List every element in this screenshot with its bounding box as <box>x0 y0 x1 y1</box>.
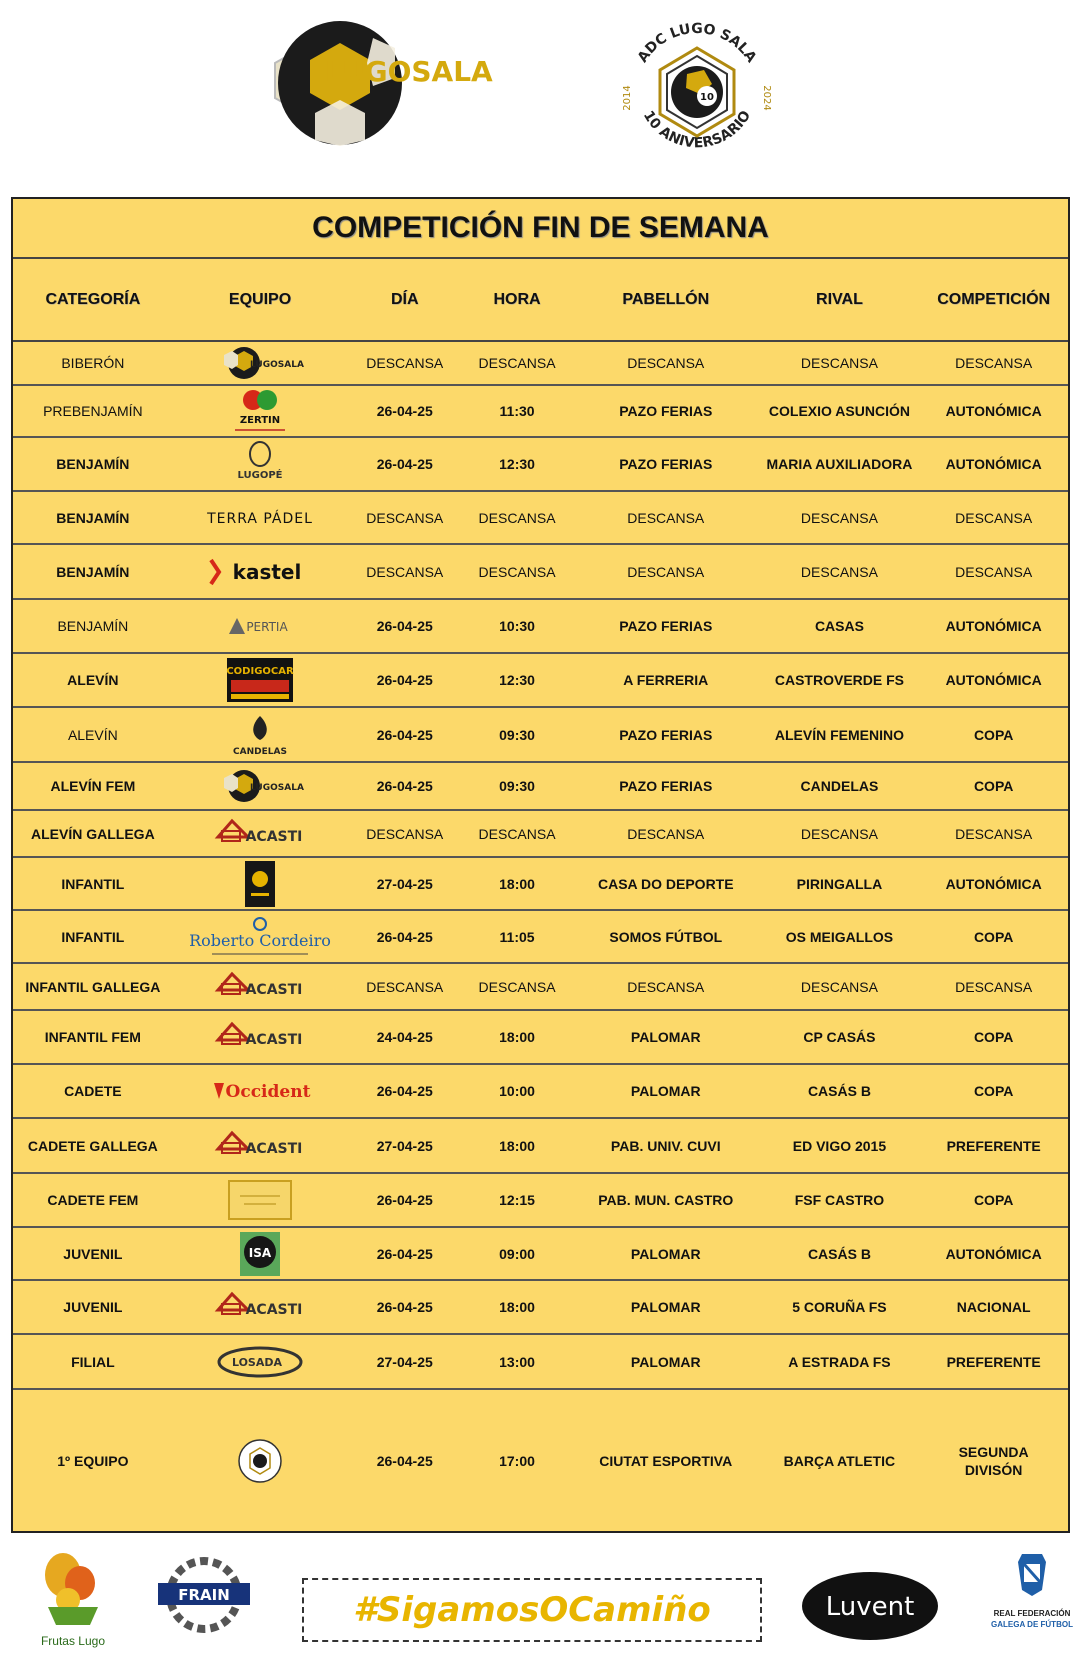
team-logo-text: ACASTI <box>245 1140 303 1157</box>
team-logo-text: LUGOSALA <box>250 360 304 370</box>
table-row <box>13 1065 1068 1119</box>
competition-cell: COPA <box>973 928 1014 945</box>
hashtag-text: #SigamosOCamiño <box>353 1590 711 1630</box>
team-logo-cell <box>173 492 348 543</box>
table-row <box>13 1335 1068 1390</box>
rival-cell: DESCANSA <box>800 825 878 842</box>
rfgf-text-line2: GALEGA DE FÚTBOL <box>991 1620 1073 1629</box>
terra-padel-logo <box>185 503 335 533</box>
rival-cell: BARÇA ATLETIC <box>783 1452 896 1469</box>
table-row <box>13 654 1068 708</box>
rival-cell: ED VIGO 2015 <box>792 1137 887 1154</box>
time-cell: 10:00 <box>499 1083 535 1099</box>
time-cell: 09:30 <box>499 778 535 794</box>
venue-cell: PAZO FERIAS <box>619 778 713 794</box>
team-logo-cell <box>173 342 348 384</box>
team-logo-cell <box>173 654 348 706</box>
day-cell: DESCANSA <box>366 978 444 995</box>
lugosala-logo <box>220 343 304 383</box>
table-row <box>13 1228 1068 1281</box>
day-cell: 26-04-25 <box>376 403 433 419</box>
time-cell: 09:00 <box>499 1245 535 1262</box>
team-logo-cell <box>173 911 348 962</box>
category-cell: JUVENIL <box>63 1299 123 1315</box>
competition-cell: DESCANSA <box>955 355 1033 371</box>
team-logo-cell <box>173 1335 348 1388</box>
day-cell: 26-04-25 <box>376 778 433 794</box>
competition-cell: SEGUNDA DIVISÓN <box>958 1443 1029 1478</box>
category-cell: INFANTIL <box>61 928 125 945</box>
team-logo-cell <box>173 545 348 598</box>
table-row <box>13 858 1068 911</box>
venue-cell: DESCANSA <box>627 509 705 526</box>
competition-cell: DESCANSA <box>955 509 1033 526</box>
frain-logo <box>156 1555 252 1635</box>
table-row <box>13 964 1068 1011</box>
time-cell: 10:30 <box>499 618 535 634</box>
table-row <box>13 545 1068 600</box>
footer <box>0 1545 1080 1663</box>
frutas-lugo-logo <box>38 1545 108 1655</box>
team-logo-cell <box>173 600 348 652</box>
table-row <box>13 763 1068 811</box>
competition-cell: AUTONÓMICA <box>945 618 1042 634</box>
venue-cell: PALOMAR <box>630 1029 701 1045</box>
team-logo-text: LUGOPÉ <box>237 470 283 481</box>
team-logo-text: Occident <box>225 1082 311 1102</box>
category-cell: BIBERÓN <box>61 355 125 371</box>
rival-cell: A ESTRADA FS <box>788 1353 891 1370</box>
competition-cell: DESCANSA <box>955 825 1033 842</box>
category-cell: INFANTIL <box>61 875 125 892</box>
rival-cell: DESCANSA <box>800 563 878 580</box>
day-cell: 26-04-25 <box>376 456 433 472</box>
team-logo-text: CODIGOCAR <box>226 666 294 677</box>
competition-cell: AUTONÓMICA <box>945 403 1042 419</box>
header-equipo: EQUIPO <box>228 290 292 308</box>
os-teos-logo <box>245 861 275 907</box>
category-cell: BENJAMÍN <box>56 563 130 580</box>
anniv-bottom-text: 10 ANIVERSARIO <box>639 108 755 152</box>
table-row <box>13 342 1068 386</box>
team-logo-cell <box>173 1228 348 1279</box>
venue-cell: DESCANSA <box>627 978 705 995</box>
competition-cell: AUTONÓMICA <box>945 1245 1042 1262</box>
table-row <box>13 438 1068 492</box>
day-cell: 27-04-25 <box>376 875 433 892</box>
team-logo-cell <box>173 438 348 490</box>
team-logo-cell <box>173 858 348 909</box>
team-logo-text: ACASTI <box>245 1032 303 1048</box>
header-dia: DÍA <box>390 290 419 308</box>
time-cell: 18:00 <box>499 1029 535 1045</box>
venue-cell: SOMOS FÚTBOL <box>609 928 723 945</box>
rival-cell: MARIA AUXILIADORA <box>766 456 913 472</box>
day-cell: 26-04-25 <box>376 1245 433 1262</box>
category-cell: 1º EQUIPO <box>57 1452 129 1469</box>
day-cell: 26-04-25 <box>376 1299 433 1315</box>
day-cell: 26-04-25 <box>376 928 433 945</box>
venue-cell: PAZO FERIAS <box>619 403 713 419</box>
acasti-logo <box>214 817 306 851</box>
venue-cell: PAB. UNIV. CUVI <box>610 1137 721 1154</box>
category-cell: BENJAMÍN <box>57 618 129 634</box>
isa-logo <box>240 1232 280 1276</box>
day-cell: 27-04-25 <box>376 1353 433 1370</box>
competition-cell: PREFERENTE <box>946 1137 1041 1154</box>
table-row <box>13 386 1068 438</box>
lugope-logo <box>230 440 290 488</box>
table-row <box>13 492 1068 545</box>
team-logo-text: kastel <box>232 559 302 584</box>
team-logo-cell <box>173 708 348 761</box>
header-rival: RIVAL <box>816 290 863 308</box>
time-cell: DESCANSA <box>478 509 556 526</box>
venue-cell: DESCANSA <box>627 825 705 842</box>
anniv-badge-number: 10 <box>700 92 714 103</box>
venue-cell: PAB. MUN. CASTRO <box>598 1192 734 1208</box>
day-cell: DESCANSA <box>366 563 444 580</box>
time-cell: 12:30 <box>499 456 535 472</box>
rival-cell: CANDELAS <box>800 778 879 794</box>
category-cell: INFANTIL GALLEGA <box>25 978 161 995</box>
header-categoria: CATEGORÍA <box>45 290 141 308</box>
time-cell: DESCANSA <box>478 825 556 842</box>
team-logo-text: ACASTI <box>245 828 303 845</box>
team-logo-cell <box>173 386 348 436</box>
venue-cell: CIUTAT ESPORTIVA <box>599 1452 733 1469</box>
team-logo-text: TERRA PÁDEL <box>207 510 313 527</box>
day-cell: 26-04-25 <box>376 672 433 688</box>
acasti-logo <box>214 1129 306 1163</box>
venue-cell: CASA DO DEPORTE <box>597 875 734 892</box>
rival-cell: CASÁS B <box>807 1245 871 1262</box>
header <box>0 0 1080 190</box>
table-row <box>13 1119 1068 1174</box>
frutas-lugo-text: Frutas Lugo <box>40 1634 106 1648</box>
venue-cell: A FERRERIA <box>623 672 709 688</box>
time-cell: 17:00 <box>499 1452 535 1469</box>
arias-lopez-logo <box>228 1180 292 1220</box>
day-cell: 24-04-25 <box>376 1029 433 1045</box>
rfgf-text-line1: REAL FEDERACIÓN <box>993 1609 1071 1618</box>
category-cell: PREBENJAMÍN <box>43 403 143 419</box>
category-cell: CADETE FEM <box>47 1192 139 1208</box>
table-title: COMPETICIÓN FIN DE SEMANA <box>13 199 1068 259</box>
rival-cell: CASAS <box>814 618 864 634</box>
table-row <box>13 708 1068 763</box>
category-cell: BENJAMÍN <box>56 509 130 526</box>
team-logo-cell <box>173 1174 348 1226</box>
time-cell: 18:00 <box>499 1137 535 1154</box>
day-cell: DESCANSA <box>366 825 444 842</box>
day-cell: 26-04-25 <box>376 1083 433 1099</box>
luvent-text: Luvent <box>825 1592 915 1622</box>
team-logo-cell <box>173 1390 348 1531</box>
header-pabellon: PABELLÓN <box>622 290 710 308</box>
occident-logo <box>210 1077 310 1105</box>
acasti-logo <box>214 1020 306 1054</box>
acasti-logo <box>214 1290 306 1324</box>
venue-cell: PAZO FERIAS <box>619 456 713 472</box>
schedule-table <box>11 197 1070 1533</box>
table-row <box>13 1281 1068 1335</box>
team-logo-text: ACASTI <box>245 1302 303 1318</box>
anniv-top-text: ADC LUGO SALA <box>634 20 760 66</box>
team-logo-text: PERTIA <box>246 620 288 634</box>
frain-text: FRAIN <box>178 1586 230 1604</box>
adc-anniversary-logo <box>612 8 782 178</box>
time-cell: 12:15 <box>499 1192 535 1208</box>
competition-cell: NACIONAL <box>956 1299 1031 1315</box>
team-logo-text: Roberto Cordeiro <box>189 930 331 950</box>
competition-cell: COPA <box>973 1029 1014 1045</box>
table-row <box>13 911 1068 964</box>
venue-cell: PALOMAR <box>630 1245 701 1262</box>
competition-cell: DESCANSA <box>955 978 1033 995</box>
category-cell: ALEVÍN GALLEGA <box>31 825 155 842</box>
time-cell: DESCANSA <box>478 563 556 580</box>
time-cell: 11:05 <box>499 928 535 945</box>
time-cell: 13:00 <box>499 1353 535 1370</box>
rival-cell: OS MEIGALLOS <box>785 928 894 945</box>
acasti-logo <box>214 970 306 1004</box>
competition-cell: DESCANSA <box>955 563 1033 580</box>
venue-cell: PALOMAR <box>630 1299 701 1315</box>
team-logo-cell <box>173 1011 348 1063</box>
category-cell: ALEVÍN <box>67 672 119 688</box>
category-cell: BENJAMÍN <box>56 456 130 472</box>
header-competicion: COMPETICIÓN <box>937 290 1051 308</box>
hashtag-banner <box>302 1578 762 1642</box>
rival-cell: ALEVÍN FEMENINO <box>774 726 904 743</box>
category-cell: ALEVÍN <box>67 726 118 743</box>
candelas-logo <box>230 712 290 758</box>
category-cell: FILIAL <box>71 1353 115 1370</box>
header-hora: HORA <box>493 290 541 308</box>
table-row <box>13 600 1068 654</box>
rival-cell: DESCANSA <box>800 509 878 526</box>
team-logo-cell <box>173 1065 348 1117</box>
competition-cell: AUTONÓMICA <box>945 456 1042 472</box>
table-row <box>13 1011 1068 1065</box>
rival-cell: CASTROVERDE FS <box>774 672 904 688</box>
time-cell: DESCANSA <box>478 978 556 995</box>
roberto-cordeiro-logo <box>189 916 331 958</box>
lugosala-logo <box>220 766 304 806</box>
competition-cell: COPA <box>973 726 1014 743</box>
anniv-year-right: 2024 <box>761 85 772 111</box>
category-cell: CADETE <box>64 1083 122 1099</box>
rival-cell: FSF CASTRO <box>794 1192 885 1208</box>
team-logo-cell <box>173 763 348 809</box>
category-cell: CADETE GALLEGA <box>27 1137 158 1154</box>
table-header-row <box>13 259 1068 342</box>
team-logo-cell <box>173 1281 348 1333</box>
competition-cell: COPA <box>973 1083 1014 1099</box>
venue-cell: DESCANSA <box>627 355 705 371</box>
day-cell: 26-04-25 <box>376 1452 433 1469</box>
pertia-logo <box>225 612 295 640</box>
venue-cell: PAZO FERIAS <box>619 618 713 634</box>
category-cell: ALEVÍN FEM <box>50 778 136 794</box>
day-cell: 26-04-25 <box>376 618 433 634</box>
team-logo-text: ACASTI <box>245 981 303 998</box>
day-cell: DESCANSA <box>366 355 444 371</box>
team-logo-text: ISA <box>248 1245 272 1260</box>
time-cell: 18:00 <box>499 1299 535 1315</box>
venue-cell: PALOMAR <box>630 1353 701 1370</box>
lugosala-logo-text: LUGOSALA <box>325 55 493 88</box>
team-logo-text: ZERTIN <box>239 415 281 426</box>
time-cell: 09:30 <box>499 726 535 743</box>
kastel-logo <box>205 554 315 590</box>
time-cell: 11:30 <box>499 403 535 419</box>
rival-cell: PIRINGALLA <box>796 875 883 892</box>
competition-cell: AUTONÓMICA <box>945 672 1042 688</box>
team-logo-cell <box>173 811 348 856</box>
venue-cell: DESCANSA <box>627 563 705 580</box>
time-cell: DESCANSA <box>478 355 556 371</box>
team-logo-text: LUGOSALA <box>250 783 304 793</box>
rival-cell: CASÁS B <box>807 1083 871 1099</box>
adc-lugo-sala-badge <box>237 1438 283 1484</box>
competition-cell: COPA <box>973 1192 1014 1208</box>
team-logo-cell <box>173 1119 348 1172</box>
rival-cell: DESCANSA <box>800 978 878 995</box>
table-row <box>13 1390 1068 1531</box>
competition-cell: AUTONÓMICA <box>945 875 1042 892</box>
venue-cell: PAZO FERIAS <box>619 726 713 743</box>
day-cell: 26-04-25 <box>376 1192 433 1208</box>
luvent-logo <box>800 1570 940 1642</box>
codigocar-logo <box>227 658 293 702</box>
table-row <box>13 1174 1068 1228</box>
team-logo-cell <box>173 964 348 1009</box>
time-cell: 18:00 <box>499 875 535 892</box>
day-cell: 26-04-25 <box>376 726 433 743</box>
table-row <box>13 811 1068 858</box>
losada-logo <box>217 1346 303 1378</box>
rfgf-logo <box>988 1550 1076 1650</box>
competition-cell: PREFERENTE <box>946 1353 1041 1370</box>
category-cell: INFANTIL FEM <box>44 1029 141 1045</box>
competition-cell: COPA <box>973 778 1014 794</box>
time-cell: 12:30 <box>499 672 535 688</box>
category-cell: JUVENIL <box>63 1245 123 1262</box>
venue-cell: PALOMAR <box>630 1083 701 1099</box>
day-cell: DESCANSA <box>366 509 444 526</box>
rival-cell: COLEXIO ASUNCIÓN <box>768 403 910 419</box>
rival-cell: DESCANSA <box>800 355 878 371</box>
team-logo-text: LOSADA <box>232 1355 283 1369</box>
team-logo-text: CANDELAS <box>233 746 287 757</box>
rival-cell: 5 CORUÑA FS <box>792 1299 887 1315</box>
zertin-logo <box>225 388 295 434</box>
rival-cell: CP CASÁS <box>803 1029 876 1045</box>
anniv-year-left: 2014 <box>622 85 633 111</box>
day-cell: 27-04-25 <box>376 1137 433 1154</box>
lugosala-logo <box>255 18 515 148</box>
